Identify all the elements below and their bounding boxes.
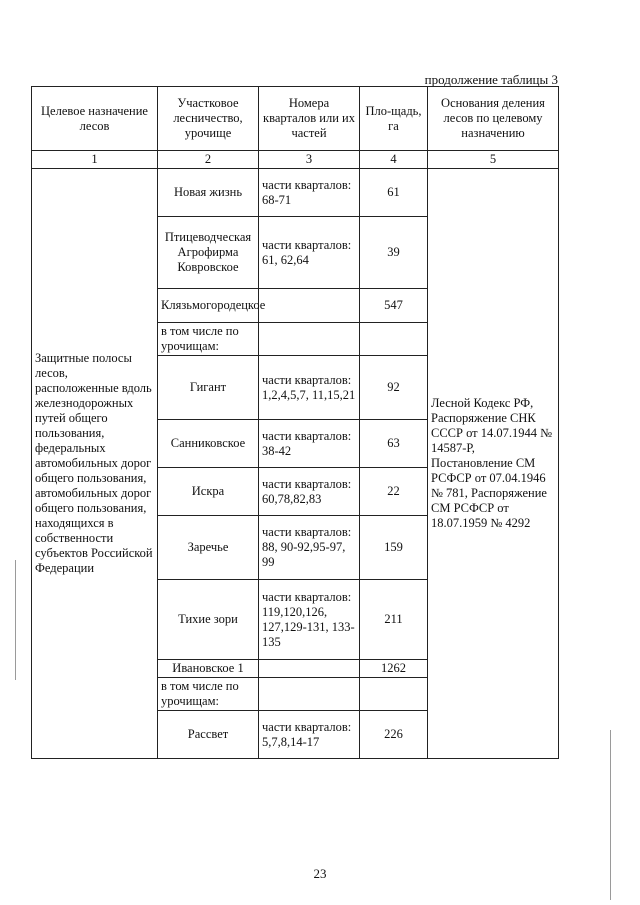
district-cell: Заречье <box>158 516 259 580</box>
header-purpose: Целевое назначение лесов <box>32 87 158 151</box>
quarters-cell <box>259 289 360 323</box>
quarters-cell: части кварталов: 5,7,8,14-17 <box>259 711 360 759</box>
area-cell: 1262 <box>360 660 428 678</box>
area-cell: 547 <box>360 289 428 323</box>
basis-cell: Лесной Кодекс РФ, Распоряжение СНК СССР от 14.07.1944 № 14587-Р, Постановление СМ РСФСР от 07.04.1946 № 781, Распоряжение СМ РСФСР от 18.07.1959 № 4292 <box>428 169 559 759</box>
purpose-cell: Защитные полосы лесов, расположенные вдоль железнодорожных путей общего пользования, федеральных автомобильных дорог общего пользования, автомобильных дорог общего пользования, находящихся в собственности субъектов Российской Федерации <box>32 169 158 759</box>
quarters-cell <box>259 323 360 356</box>
district-cell: Клязьмогородецкое <box>158 289 259 323</box>
quarters-cell: части кварталов: 60,78,82,83 <box>259 468 360 516</box>
district-cell: Ивановское 1 <box>158 660 259 678</box>
quarters-cell <box>259 678 360 711</box>
header-area: Пло-щадь, га <box>360 87 428 151</box>
district-cell: Новая жизнь <box>158 169 259 217</box>
forest-purpose-table <box>31 86 559 759</box>
area-cell: 39 <box>360 217 428 289</box>
col-number: 1 <box>32 151 158 169</box>
district-cell: Птицеводческая Агрофирма Ковровское <box>158 217 259 289</box>
quarters-cell: части кварталов: 88, 90-92,95-97, 99 <box>259 516 360 580</box>
col-number: 5 <box>428 151 559 169</box>
district-cell: Искра <box>158 468 259 516</box>
district-subheading: в том числе по урочищам: <box>158 323 259 356</box>
quarters-cell: части кварталов: 119,120,126, 127,129-131, 133-135 <box>259 580 360 660</box>
area-cell: 159 <box>360 516 428 580</box>
area-cell: 92 <box>360 356 428 420</box>
col-number: 4 <box>360 151 428 169</box>
header-basis: Основания деления лесов по целевому назначению <box>428 87 559 151</box>
quarters-cell <box>259 660 360 678</box>
area-cell: 61 <box>360 169 428 217</box>
area-cell <box>360 678 428 711</box>
col-number: 3 <box>259 151 360 169</box>
quarters-cell: части кварталов: 1,2,4,5,7, 11,15,21 <box>259 356 360 420</box>
quarters-cell: части кварталов: 38-42 <box>259 420 360 468</box>
district-cell: Санниковское <box>158 420 259 468</box>
quarters-cell: части кварталов: 68-71 <box>259 169 360 217</box>
scan-edge-line-left <box>15 560 16 680</box>
area-cell: 63 <box>360 420 428 468</box>
col-number: 2 <box>158 151 259 169</box>
district-subheading: в том числе по урочищам: <box>158 678 259 711</box>
district-cell: Гигант <box>158 356 259 420</box>
page-number: 23 <box>313 866 327 881</box>
district-cell: Тихие зори <box>158 580 259 660</box>
area-cell: 22 <box>360 468 428 516</box>
area-cell: 226 <box>360 711 428 759</box>
area-cell <box>360 323 428 356</box>
district-cell: Рассвет <box>158 711 259 759</box>
area-cell: 211 <box>360 580 428 660</box>
header-district: Участковое лесничество, урочище <box>158 87 259 151</box>
header-quarters: Номера кварталов или их частей <box>259 87 360 151</box>
quarters-cell: части кварталов: 61, 62,64 <box>259 217 360 289</box>
table-continuation-caption: продолжение таблицы 3 <box>424 72 558 87</box>
